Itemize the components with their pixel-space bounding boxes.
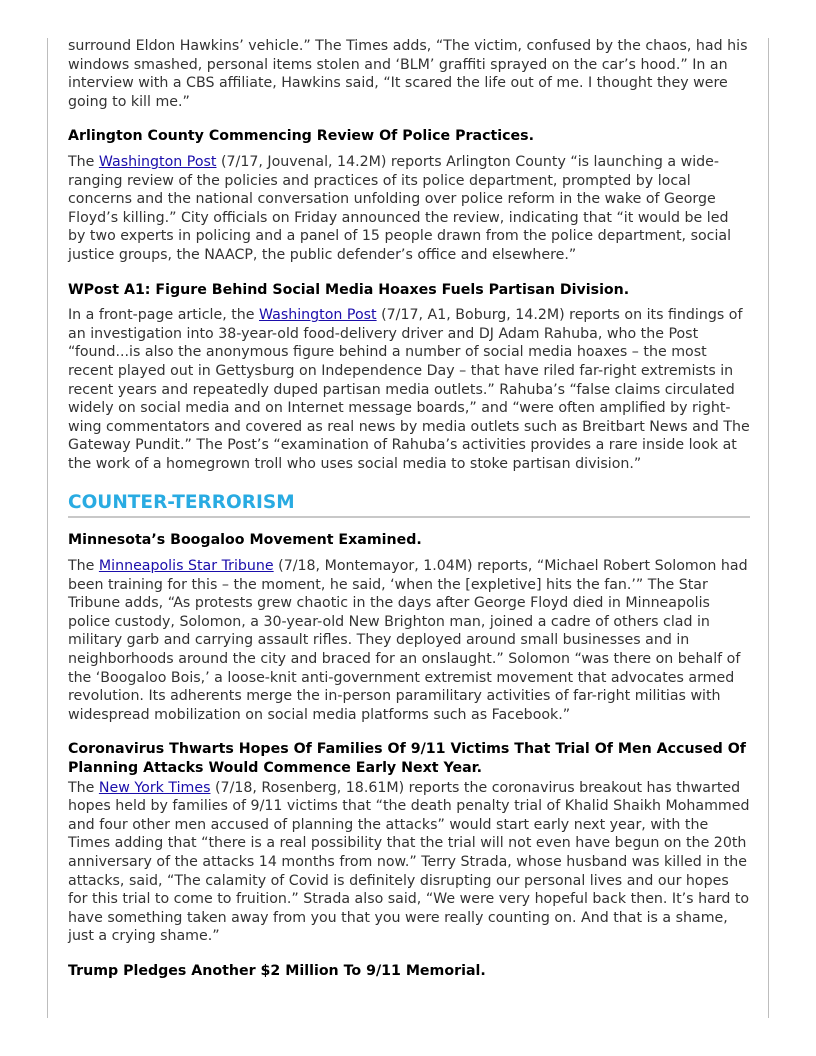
article xyxy=(68,962,750,981)
article-text: (7/17, Jouvenal, 14.2M) reports Arlington County “is launching a wide-ranging review of the policies and practices of its police department, prompted by local concerns and the national conversation unfolding over police reform in the wake of George Floyd’s killing.” City officials on Friday announced the review, indicating that “it would be led by two experts in policing and a panel of 15 people drawn from the police department, social justice groups, the NAACP, the public defender’s office and elsewhere.” xyxy=(68,153,732,263)
article-headline: WPost A1: Figure Behind Social Media Hoaxes Fuels Partisan Division. xyxy=(68,281,630,298)
article-headline: Arlington County Commencing Review Of Police Practices. xyxy=(68,128,535,145)
article-lead: The xyxy=(68,779,99,796)
source-link-washington-post[interactable]: Washington Post xyxy=(259,307,377,324)
article-lead: The xyxy=(68,558,99,575)
source-link-new-york-times[interactable]: New York Times xyxy=(98,779,211,796)
article-body xyxy=(68,153,750,265)
article-headline: Coronavirus Thwarts Hopes Of Families Of 9/11 Victims That Trial Of Men Accused Of Planning Attacks Would Commence Early Next Year. xyxy=(68,741,746,776)
article-text: (7/18, Montemayor, 1.04M) reports, “Michael Robert Solomon had been training for this – the moment, he said, ‘when the [expletive] hits the fan.’” The Star Tribune adds, “As protests grew chaotic in the days after George Floyd died in Minneapolis police custody, Solomon, a 30-year-old New Brighton man, joined a cadre of others clad in military garb and carrying assault rifles. They deployed around small businesses and in neighborhoods around the city and braced for an onslaught.” Solomon “was there on behalf of the ‘Boogaloo Bois,’ a loose-knit anti-government extremist movement that advocates armed revolution. Its adherents merge the in-person paramilitary activities of far-right militias with widespread mobilization on social media platforms such as Facebook.” xyxy=(68,558,748,723)
article-body xyxy=(68,306,750,473)
left-page-border xyxy=(47,38,48,1018)
article-text: (7/17, A1, Boburg, 14.2M) reports on its findings of an investigation into 38-year-old food-delivery driver and DJ Adam Rahuba, who the Post “found...is also the anonymous figure behind a number of social media hoaxes – the most recent played out in Gettysburg on Independence Day – that have riled far-right extremists in recent years and repeatedly duped partisan media outlets.” Rahuba’s “false claims circulated widely on social media and on Internet message boards,” and “were often amplified by right-wing commentators and covered as real news by media outlets such as Breitbart News and The Gateway Pundit.” The Post’s “examination of Rahuba’s activities provides a rare inside look at the work of a homegrown troll who uses social media to stoke partisan division.” xyxy=(68,307,750,472)
source-link-washington-post[interactable]: Washington Post xyxy=(98,153,217,170)
article xyxy=(68,127,750,264)
article xyxy=(68,281,750,474)
article-body xyxy=(68,779,750,946)
newsletter-content xyxy=(68,36,750,981)
article xyxy=(68,531,750,724)
article-text: (7/18, Rosenberg, 18.61M) reports the coronavirus breakout has thwarted hopes held by families of 9/11 victims that “the death penalty trial of Khalid Shaikh Mohammed and four other men accused of planning the attacks” would start early next year, with the Times adding that “there is a real possibility that the trial will not even have begun on the 20th anniversary of the attacks 14 months from now.” Terry Strada, whose husband was killed in the attacks, said, “The calamity of Covid is definitely disrupting our personal lives and our hopes for this trial to come to fruition.” Strada also said, “We were very hopeful back then. It’s hard to have something taken away from you that you were really counting on. And that is a shame, just a crying shame.” xyxy=(68,779,750,945)
article-lead: In a front-page article, the xyxy=(68,307,260,324)
source-link-star-tribune[interactable]: Minneapolis Star Tribune xyxy=(98,558,274,575)
right-page-border xyxy=(768,38,769,1018)
article-headline: Trump Pledges Another $2 Million To 9/11 Memorial. xyxy=(68,962,486,979)
article-headline: Minnesota’s Boogaloo Movement Examined. xyxy=(68,532,422,549)
article-lead: The xyxy=(68,153,99,170)
article xyxy=(68,740,750,946)
article-body xyxy=(68,557,750,724)
continued-paragraph: surround Eldon Hawkins’ vehicle.” The Times adds, “The victim, confused by the chaos, had his windows smashed, personal items stolen and ‘BLM’ graffiti sprayed on the car’s hood.” In an interview with a CBS affiliate, Hawkins said, “It scared the life out of me. I thought they were going to kill me.” xyxy=(68,38,748,110)
section-heading-counter-terrorism: COUNTER-TERRORISM xyxy=(68,492,750,518)
